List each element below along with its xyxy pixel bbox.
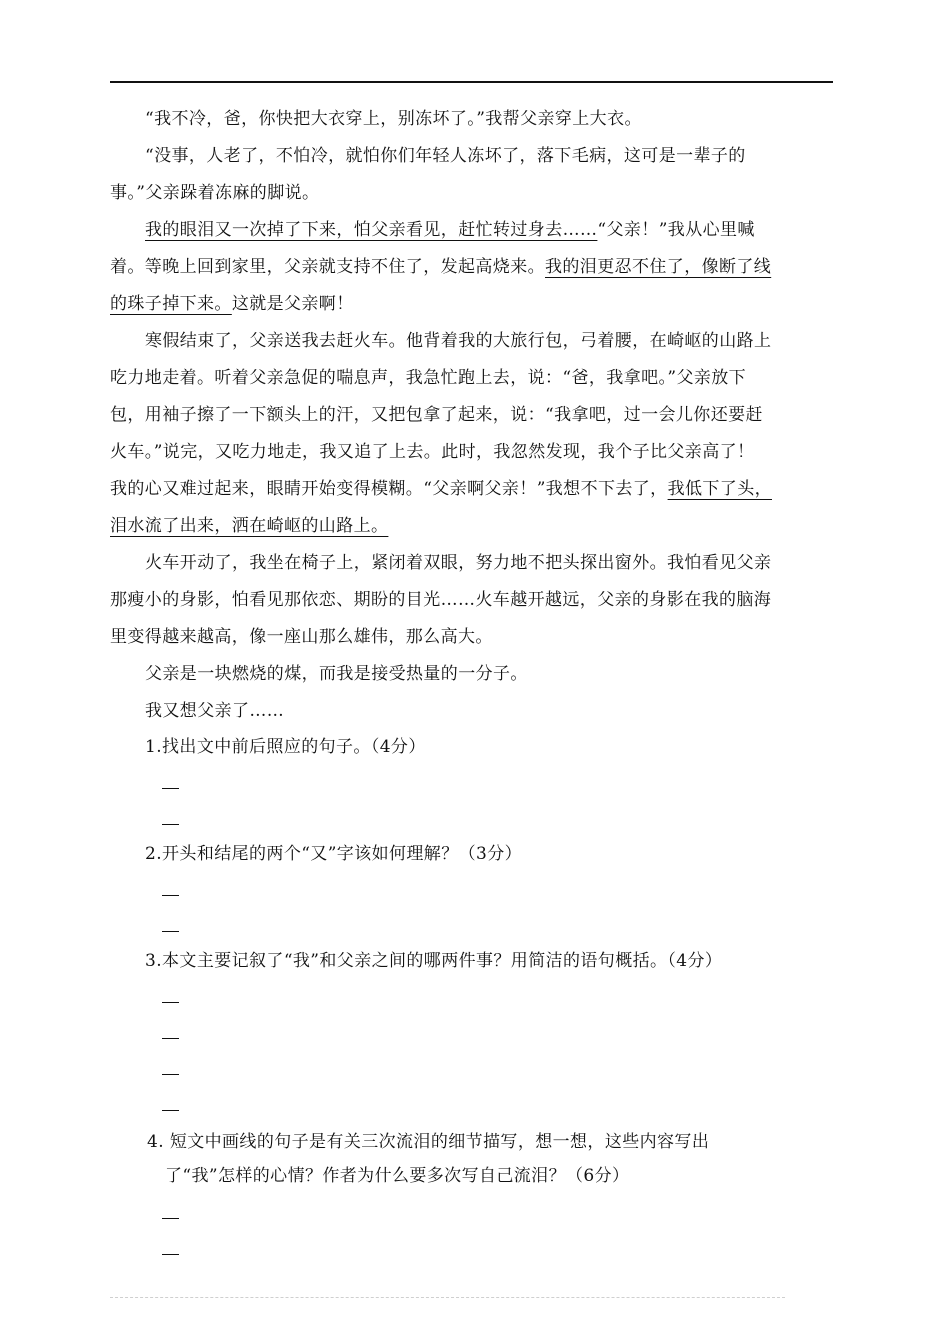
question-4: 4. 短文中画线的句子是有关三次流泪的细节描写，想一想，这些内容写出 bbox=[147, 1132, 710, 1152]
passage-line: 火车开动了，我坐在椅子上，紧闭着双眼，努力地不把头探出窗外。我怕看见父亲 bbox=[145, 553, 772, 573]
passage-line: 里变得越来越高，像一座山那么雄伟，那么高大。 bbox=[110, 627, 493, 647]
passage-line: 我的心又难过起来，眼睛开始变得模糊。“父亲啊父亲！”我想不下去了，我低下了头， bbox=[110, 479, 772, 499]
answer-line[interactable] bbox=[162, 788, 179, 789]
question-4-continued: 了“我”怎样的心情？作者为什么要多次写自己流泪？（6分） bbox=[165, 1166, 630, 1186]
question-1: 1.找出文中前后照应的句子。（4分） bbox=[145, 737, 426, 757]
passage-line: “没事，人老了，不怕冷，就怕你们年轻人冻坏了，落下毛病，这可是一辈子的 bbox=[145, 146, 746, 166]
answer-line[interactable] bbox=[162, 824, 179, 825]
answer-line[interactable] bbox=[162, 1038, 179, 1039]
passage-line: 包，用袖子擦了一下额头上的汗，又把包拿了起来，说：“我拿吧，过一会儿你还要赶 bbox=[110, 405, 763, 425]
answer-line[interactable] bbox=[162, 1074, 179, 1075]
underlined-sentence: 我的泪更忍不住了，像断了线 bbox=[545, 257, 772, 277]
passage-line: 我又想父亲了…… bbox=[145, 701, 285, 721]
passage-line: 我的眼泪又一次掉了下来，怕父亲看见，赶忙转过身去……“父亲！”我从心里喊 bbox=[145, 220, 755, 240]
header-rule bbox=[110, 81, 833, 83]
answer-line[interactable] bbox=[162, 1002, 179, 1003]
passage-line: 事。”父亲跺着冻麻的脚说。 bbox=[110, 183, 320, 203]
passage-line: 父亲是一块燃烧的煤，而我是接受热量的一分子。 bbox=[145, 664, 528, 684]
answer-line[interactable] bbox=[162, 1218, 179, 1219]
passage-line: 的珠子掉下来。这就是父亲啊！ bbox=[110, 294, 354, 314]
passage-line: 着。等晚上回到家里，父亲就支持不住了，发起高烧来。我的泪更忍不住了，像断了线 bbox=[110, 257, 772, 277]
question-2: 2.开头和结尾的两个“又”字该如何理解？（3分） bbox=[145, 844, 523, 864]
footer-rule bbox=[110, 1297, 785, 1299]
passage-line: 吃力地走着。听着父亲急促的喘息声，我急忙跑上去，说：“爸，我拿吧。”父亲放下 bbox=[110, 368, 747, 388]
passage-line: “我不冷，爸，你快把大衣穿上，别冻坏了。”我帮父亲穿上大衣。 bbox=[145, 109, 642, 129]
underlined-sentence: 我低下了头， bbox=[667, 479, 772, 499]
question-3: 3.本文主要记叙了“我”和父亲之间的哪两件事？用简洁的语句概括。（4分） bbox=[145, 951, 723, 971]
underlined-sentence: 的珠子掉下来。 bbox=[110, 294, 232, 314]
passage-line: 寒假结束了，父亲送我去赶火车。他背着我的大旅行包，弓着腰，在崎岖的山路上 bbox=[145, 331, 772, 351]
answer-line[interactable] bbox=[162, 931, 179, 932]
underlined-sentence: 我的眼泪又一次掉了下来，怕父亲看见，赶忙转过身去…… bbox=[145, 220, 598, 240]
passage-line bbox=[110, 515, 388, 537]
answer-line[interactable] bbox=[162, 1110, 179, 1111]
answer-line[interactable] bbox=[162, 895, 179, 896]
passage-line: 那瘦小的身影，怕看见那依恋、期盼的目光……火车越开越远，父亲的身影在我的脑海 bbox=[110, 590, 772, 610]
answer-line[interactable] bbox=[162, 1254, 179, 1255]
underlined-sentence: 泪水流了出来，洒在崎岖的山路上。 bbox=[110, 516, 389, 536]
passage-line: 火车。”说完，又吃力地走，我又追了上去。此时，我忽然发现，我个子比父亲高了！ bbox=[110, 442, 755, 462]
